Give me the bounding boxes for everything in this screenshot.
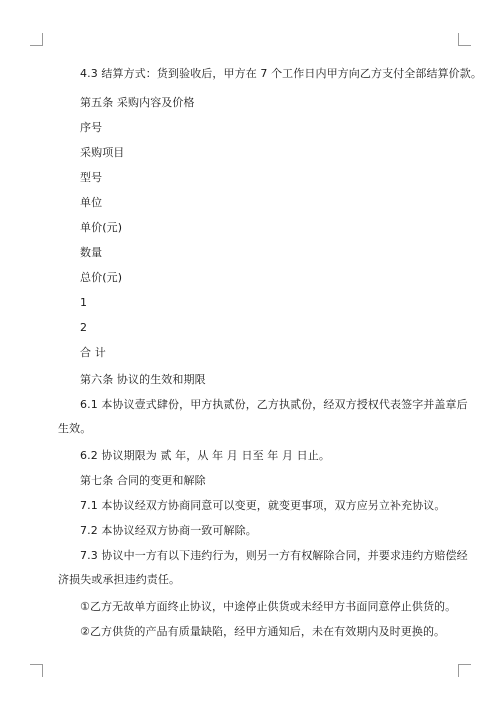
table-header-model: 型号: [80, 171, 103, 184]
crop-mark-bottom-right: [458, 664, 471, 677]
clause-4-3: 4.3 结算方式：货到验收后，甲方在 7 个工作日内甲方向乙方支付全部结算价款。: [80, 67, 482, 80]
table-header-serial: 序号: [80, 121, 103, 134]
clause-7-2: 7.2 本协议经双方协商一致可解除。: [80, 524, 257, 537]
clause-7-1: 7.1 本协议经双方协商同意可以变更，就变更事项，双方应另立补充协议。: [80, 499, 446, 512]
breach-item-1: ①乙方无故单方面终止协议，中途停止供货或未经甲方书面同意停止供货的。: [80, 600, 457, 613]
clause-6-2: 6.2 协议期限为 贰 年，从 年 月 日至 年 月 日止。: [80, 449, 330, 462]
article-6-heading: 第六条 协议的生效和期限: [80, 373, 206, 386]
clause-6-1: 6.1 本协议壹式肆份，甲方执贰份，乙方执贰份，经双方授权代表签字并盖章后: [80, 398, 468, 411]
clause-7-3-cont: 济损失或承担违约责任。: [58, 573, 181, 586]
table-header-item: 采购项目: [80, 146, 125, 159]
article-5-heading: 第五条 采购内容及价格: [80, 96, 195, 109]
crop-mark-top-left: [30, 33, 43, 46]
article-7-heading: 第七条 合同的变更和解除: [80, 474, 206, 487]
table-header-unit-price: 单价(元): [80, 221, 123, 234]
clause-6-1-cont: 生效。: [58, 422, 92, 435]
table-total-label: 合 计: [80, 346, 106, 359]
crop-mark-top-right: [458, 33, 471, 46]
crop-mark-bottom-left: [30, 664, 43, 677]
breach-item-2: ②乙方供货的产品有质量缺陷，经甲方通知后，未在有效期内及时更换的。: [80, 625, 446, 638]
table-header-total-price: 总价(元): [80, 271, 123, 284]
table-row-1: 1: [80, 296, 88, 309]
table-header-unit: 单位: [80, 196, 103, 209]
table-header-quantity: 数量: [80, 246, 103, 259]
table-row-2: 2: [80, 321, 88, 334]
clause-7-3: 7.3 协议中一方有以下违约行为，则另一方有权解除合同，并要求违约方赔偿经: [80, 549, 468, 562]
